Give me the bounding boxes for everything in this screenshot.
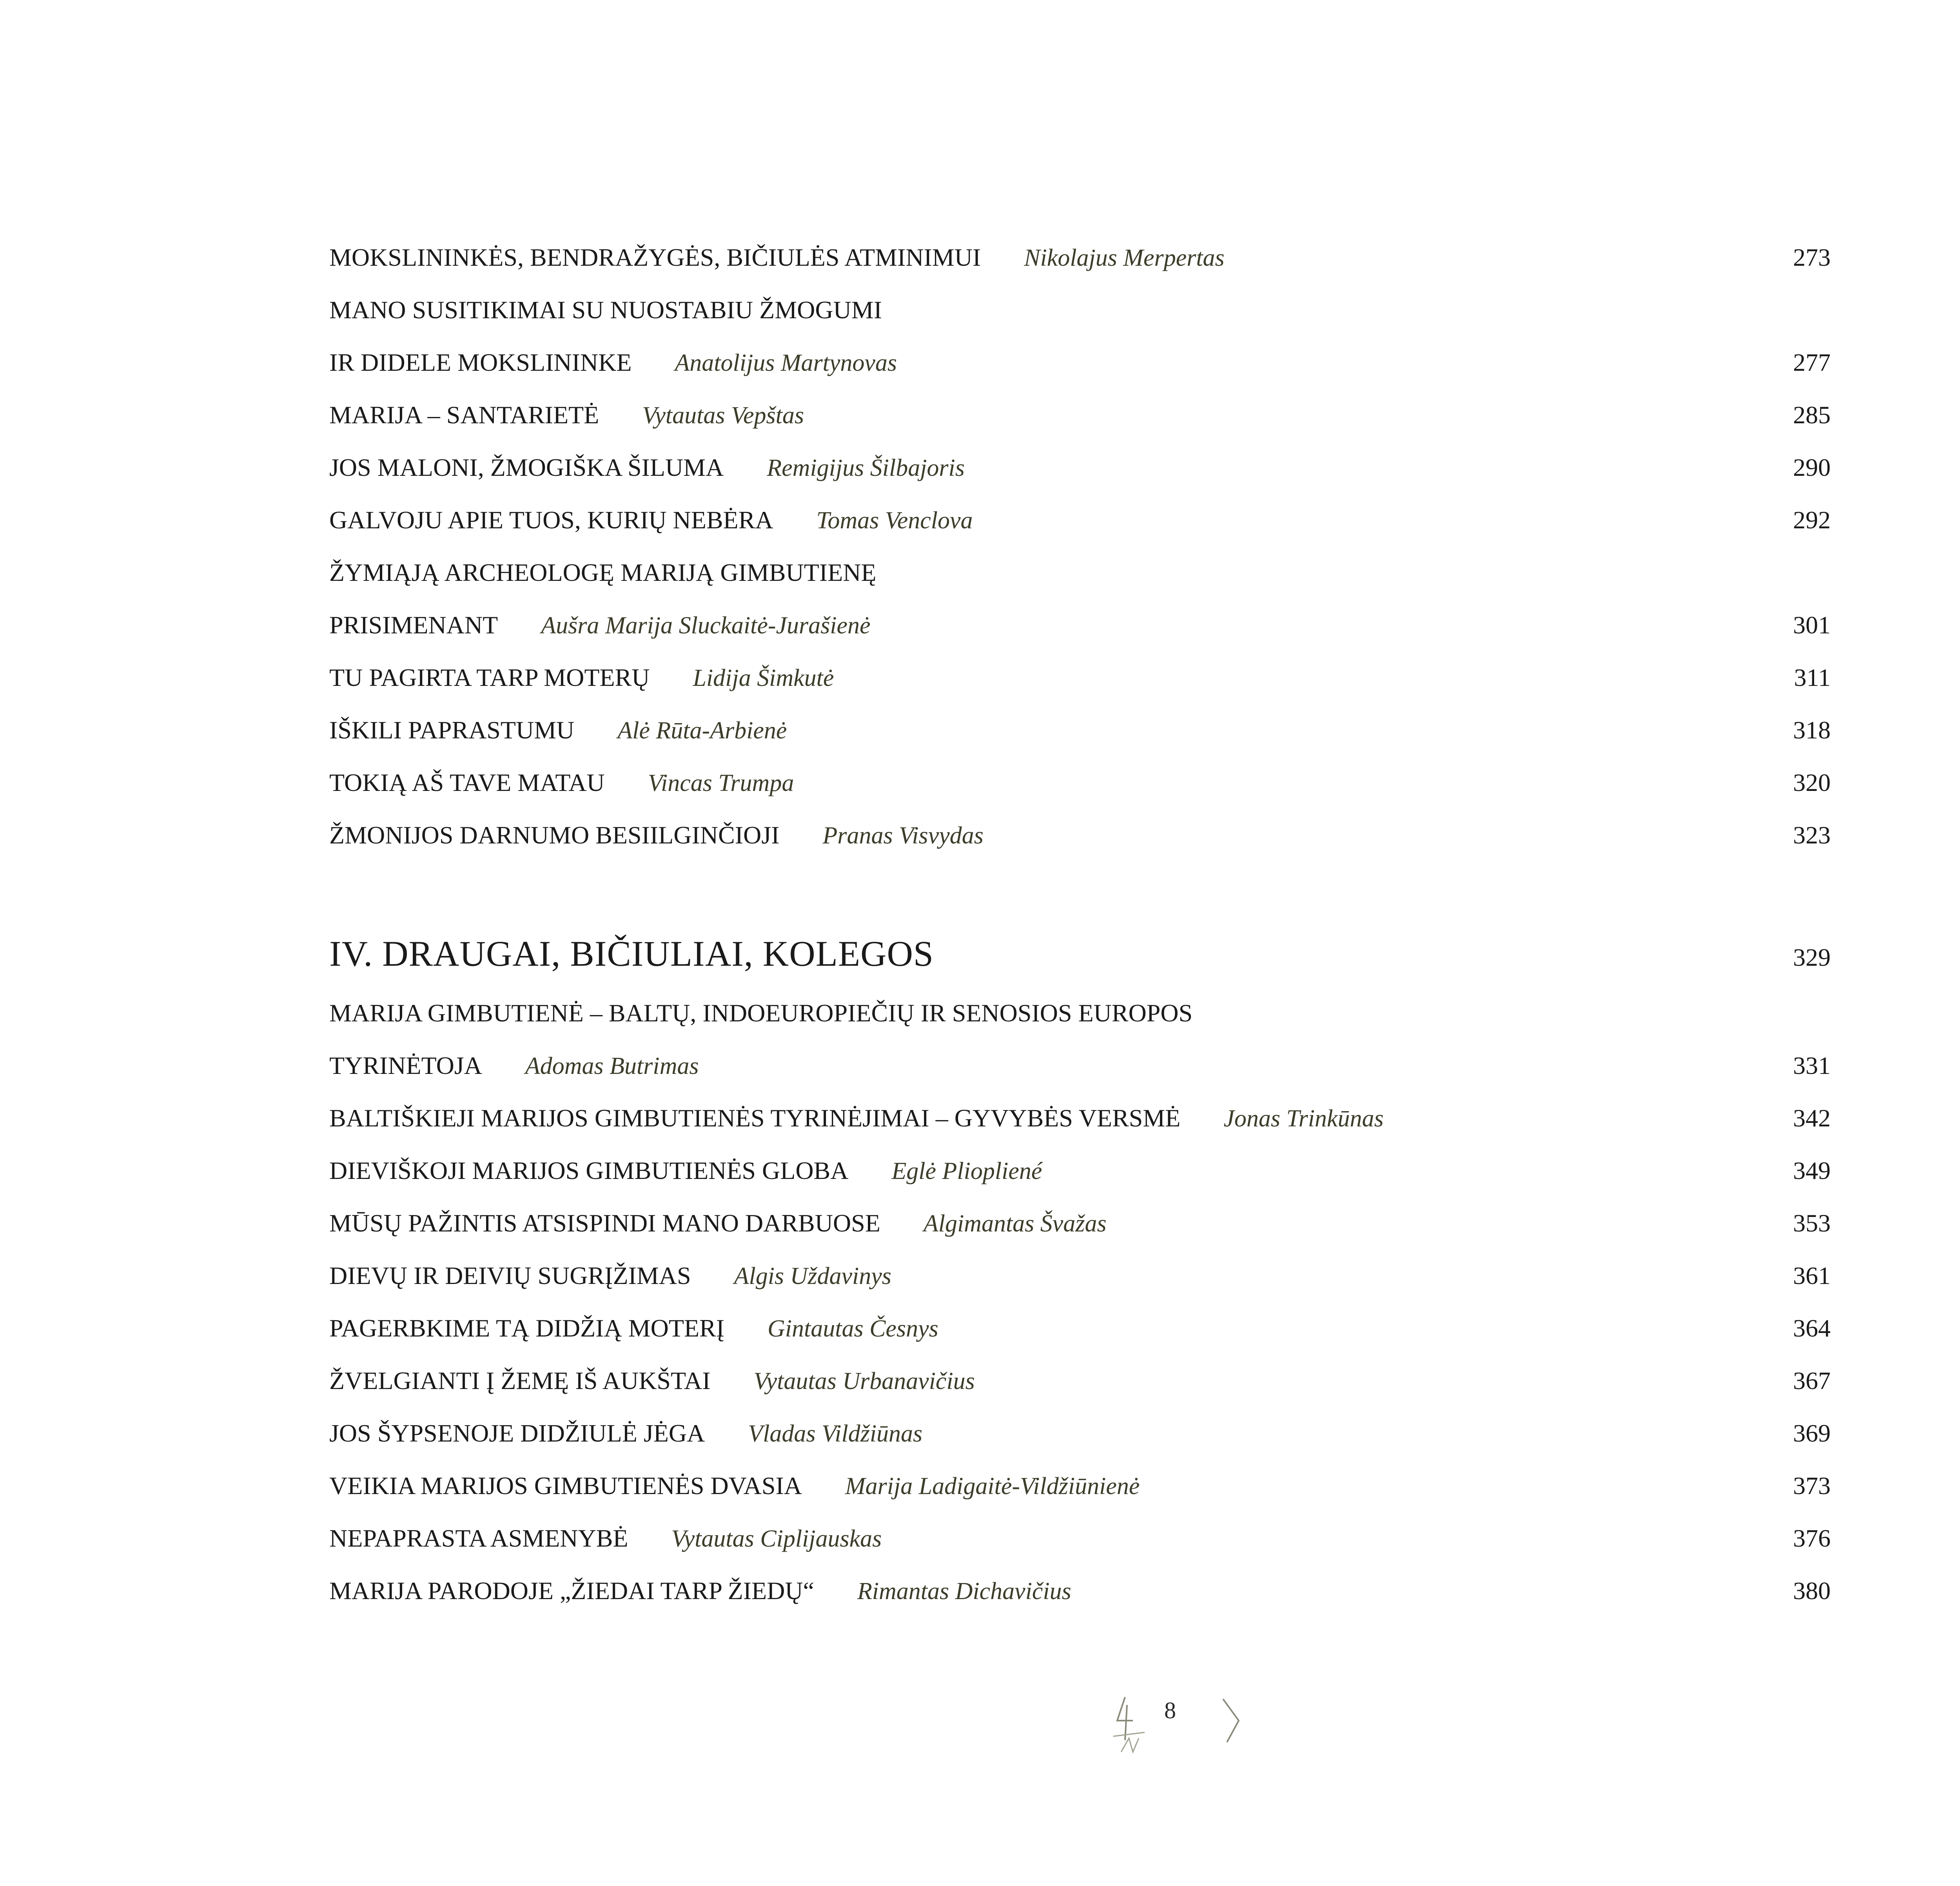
toc-entry — [329, 1039, 1831, 1092]
entry-page-number: 376 — [1793, 1524, 1831, 1552]
entry-author: Lidija Šimkutė — [693, 665, 834, 691]
entry-page-number: 318 — [1793, 716, 1831, 744]
entry-title: PRISIMENANT — [329, 611, 498, 639]
entry-author: Rimantas Dichavičius — [857, 1578, 1071, 1605]
entry-title: IŠKILI PAPRASTUMU — [329, 716, 575, 744]
entry-page-number: 320 — [1793, 769, 1831, 796]
entry-title: GALVOJU APIE TUOS, KURIŲ NEBĖRA — [329, 506, 773, 534]
entry-page-number: 353 — [1793, 1209, 1831, 1237]
toc-entry — [329, 599, 1831, 651]
entry-author: Gintautas Česnys — [768, 1315, 938, 1342]
entry-title: JOS MALONI, ŽMOGIŠKA ŠILUMA — [329, 453, 724, 481]
entry-author: Algimantas Švažas — [923, 1210, 1107, 1237]
entry-title: ŽVELGIANTI Į ŽEMĘ IŠ AUKŠTAI — [329, 1367, 711, 1395]
entry-title: ŽYMIĄJĄ ARCHEOLOGĘ MARIJĄ GIMBUTIENĘ — [329, 559, 877, 586]
entry-page-number: 349 — [1793, 1157, 1831, 1184]
entry-author: Anatolijus Martynovas — [675, 350, 897, 376]
toc-entry — [329, 494, 1831, 546]
entry-page-number: 367 — [1793, 1367, 1831, 1395]
entry-title: DIEVIŠKOJI MARIJOS GIMBUTIENĖS GLOBA — [329, 1157, 849, 1184]
entry-author: Alė Rūta-Arbienė — [617, 717, 787, 744]
entry-title: MOKSLININKĖS, BENDRAŽYGĖS, BIČIULĖS ATMINIMUI — [329, 243, 981, 271]
section-spacer — [329, 861, 1831, 920]
toc-entries-part-2 — [329, 987, 1831, 1617]
page-footer — [1109, 1693, 1266, 1772]
entry-author: Marija Ladigaitė-Vildžiūnienė — [845, 1473, 1140, 1500]
toc-entry — [329, 1197, 1831, 1249]
entry-author: Eglė Pliopliené — [891, 1158, 1042, 1184]
entry-author: Vytautas Urbanavičius — [753, 1368, 975, 1395]
entry-author: Algis Uždavinys — [734, 1263, 891, 1289]
entry-author: Vincas Trumpa — [648, 770, 794, 796]
toc-entries-part-1 — [329, 231, 1831, 861]
toc-entry — [329, 1407, 1831, 1460]
toc-entry — [329, 1460, 1831, 1512]
handwritten-mark-icon — [1109, 1693, 1152, 1756]
entry-title: TYRINĖTOJA — [329, 1052, 482, 1079]
entry-page-number: 273 — [1793, 243, 1831, 271]
entry-page-number: 292 — [1793, 506, 1831, 534]
entry-author: Vytautas Ciplijauskas — [671, 1525, 882, 1552]
entry-title: NEPAPRASTA ASMENYBĖ — [329, 1524, 628, 1552]
entry-page-number: 373 — [1793, 1472, 1831, 1500]
entry-author: Nikolajus Merpertas — [1024, 245, 1225, 271]
entry-author: Pranas Visvydas — [822, 822, 984, 849]
entry-page-number: 301 — [1793, 611, 1831, 639]
entry-author: Adomas Butrimas — [525, 1053, 699, 1079]
toc-entry — [329, 284, 1831, 336]
entry-title: VEIKIA MARIJOS GIMBUTIENĖS DVASIA — [329, 1472, 802, 1500]
entry-page-number: 311 — [1794, 664, 1831, 691]
toc-entry — [329, 809, 1831, 861]
section-heading-row — [329, 920, 1831, 987]
toc-entry — [329, 1092, 1831, 1144]
toc-entry — [329, 1355, 1831, 1407]
entry-title: ŽMONIJOS DARNUMO BESIILGINČIOJI — [329, 821, 780, 849]
entry-author: Remigijus Šilbajoris — [767, 455, 965, 481]
entry-title: IR DIDELE MOKSLININKE — [329, 348, 632, 376]
entry-title: DIEVŲ IR DEIVIŲ SUGRĮŽIMAS — [329, 1262, 691, 1289]
toc-entry — [329, 1302, 1831, 1355]
entry-title: MARIJA – SANTARIETĖ — [329, 401, 599, 429]
toc-entry — [329, 231, 1831, 284]
toc-entry — [329, 1565, 1831, 1617]
table-of-contents — [329, 231, 1831, 1617]
entry-author: Vladas Vildžiūnas — [748, 1420, 923, 1447]
toc-entry — [329, 336, 1831, 389]
entry-title: MANO SUSITIKIMAI SU NUOSTABIU ŽMOGUMI — [329, 296, 882, 324]
toc-entry — [329, 704, 1831, 756]
toc-entry — [329, 1512, 1831, 1565]
entry-page-number: 323 — [1793, 821, 1831, 849]
entry-author: Aušra Marija Sluckaitė-Jurašienė — [541, 612, 871, 639]
entry-author: Jonas Trinkūnas — [1223, 1105, 1384, 1132]
entry-page-number: 380 — [1793, 1577, 1831, 1605]
toc-entry — [329, 756, 1831, 809]
toc-entry — [329, 651, 1831, 704]
toc-entry — [329, 1249, 1831, 1302]
entry-page-number: 285 — [1793, 401, 1831, 429]
angle-bracket-mark-icon — [1219, 1697, 1243, 1744]
entry-title: MARIJA PARODOJE „ŽIEDAI TARP ŽIEDŲ“ — [329, 1577, 814, 1605]
entry-page-number: 331 — [1793, 1052, 1831, 1079]
entry-page-number: 361 — [1793, 1262, 1831, 1289]
entry-title: MARIJA GIMBUTIENĖ – BALTŲ, INDOEUROPIEČIŲ IR SENOSIOS EUROPOS — [329, 999, 1193, 1027]
toc-entry — [329, 389, 1831, 441]
entry-title: TU PAGIRTA TARP MOTERŲ — [329, 664, 650, 691]
entry-page-number: 364 — [1793, 1314, 1831, 1342]
entry-author: Tomas Venclova — [816, 507, 973, 534]
toc-entry — [329, 1144, 1831, 1197]
page-number: 8 — [1164, 1697, 1176, 1723]
section-page-number: 329 — [1793, 943, 1831, 971]
entry-title: TOKIĄ AŠ TAVE MATAU — [329, 769, 605, 796]
entry-title: PAGERBKIME TĄ DIDŽIĄ MOTERĮ — [329, 1314, 724, 1342]
entry-page-number: 342 — [1793, 1104, 1831, 1132]
toc-entry — [329, 441, 1831, 494]
entry-title: JOS ŠYPSENOJE DIDŽIULĖ JĖGA — [329, 1419, 705, 1447]
toc-entry — [329, 987, 1831, 1039]
entry-page-number: 369 — [1793, 1419, 1831, 1447]
entry-page-number: 290 — [1793, 453, 1831, 481]
entry-page-number: 277 — [1793, 348, 1831, 376]
entry-title: MŪSŲ PAŽINTIS ATSISPINDI MANO DARBUOSE — [329, 1209, 880, 1237]
entry-title: BALTIŠKIEJI MARIJOS GIMBUTIENĖS TYRINĖJIMAI – GYVYBĖS VERSMĖ — [329, 1104, 1181, 1132]
entry-author: Vytautas Vepštas — [642, 402, 804, 429]
section-title: IV. DRAUGAI, BIČIULIAI, KOLEGOS — [329, 934, 934, 974]
toc-entry — [329, 546, 1831, 599]
